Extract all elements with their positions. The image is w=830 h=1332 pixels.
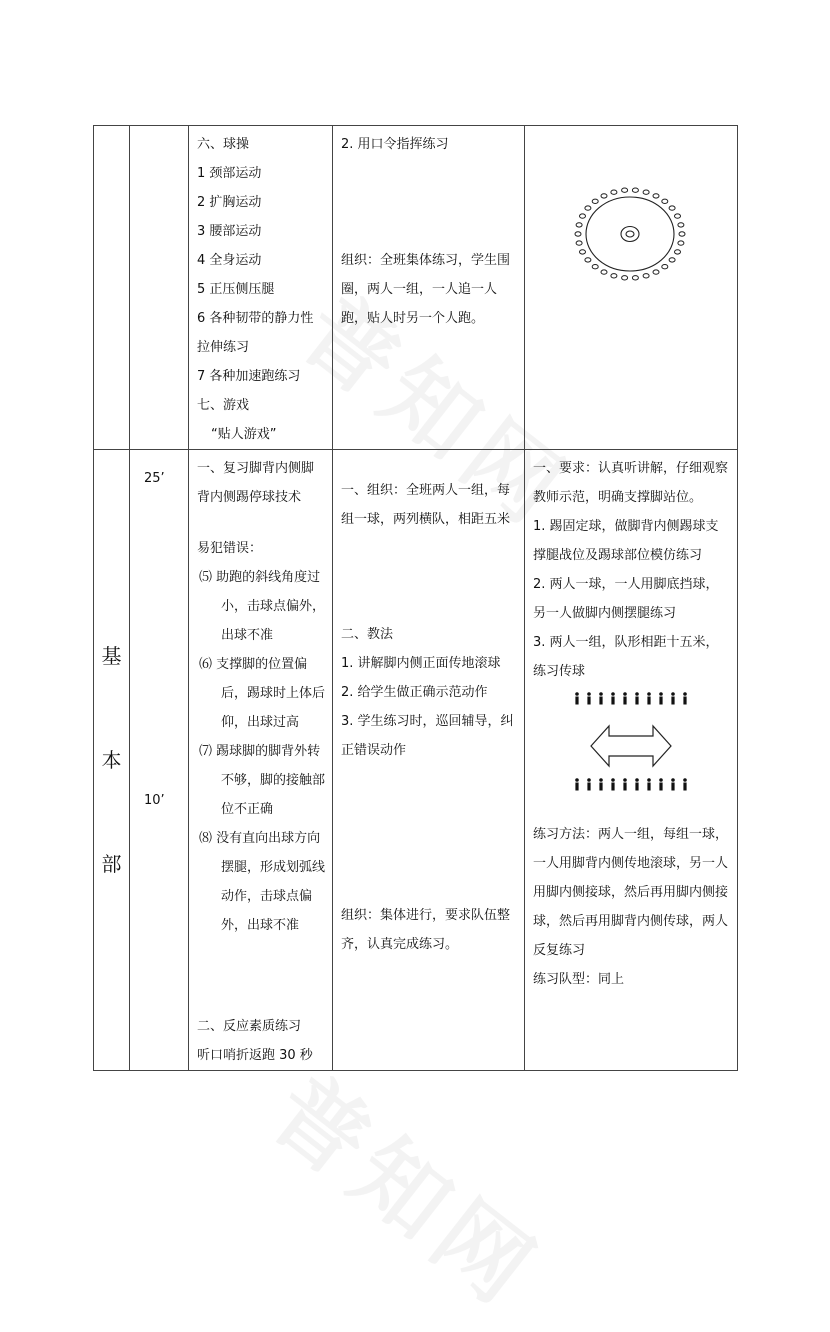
student-marker (575, 232, 581, 236)
student-figure-icon (587, 778, 591, 790)
student-figure-icon (671, 778, 675, 790)
student-marker (632, 276, 638, 280)
student-figure-icon (635, 778, 639, 790)
section-cell (94, 450, 130, 1071)
student-marker (622, 276, 628, 280)
watermark (249, 1040, 571, 1332)
student-marker (678, 223, 684, 227)
method-line: 2. 用口令指挥练习 (341, 137, 449, 152)
requirement-item: 2. 两人一球，一人用脚底挡球，另一人做脚内侧摆腿练习 (533, 577, 719, 621)
requirement-item: 1. 踢固定球，做脚背内侧踢球支撑腿战位及踢球部位模仿练习 (533, 519, 719, 563)
center-ring-outer (621, 227, 639, 242)
error-item: ⑻ 没有直向出球方向摆腿，形成划弧线动作，击球点偏外，出球不准 (199, 831, 326, 933)
error-item: ⑸ 助跑的斜线角度过小，击球点偏外，出球不准 (199, 570, 326, 643)
table-row (94, 126, 738, 450)
content-line: 听口哨折返跑 30 秒 (197, 1048, 313, 1063)
student-marker (611, 190, 617, 194)
teach-item: 1. 讲解脚内侧正面传地滚球 (341, 656, 501, 671)
section-label-char: 基 (101, 644, 122, 668)
time-value: 25’ (144, 471, 165, 486)
method-cell (333, 126, 525, 450)
student-marker (585, 206, 591, 210)
student-marker (662, 199, 668, 203)
student-figure-icon (647, 692, 651, 704)
student-marker (576, 223, 582, 227)
student-figure-icon (623, 692, 627, 704)
content-line: 5 正压侧压腿 (197, 282, 275, 297)
student-marker (669, 206, 675, 210)
method-cell (333, 450, 525, 1071)
student-figure-icon (623, 778, 627, 790)
student-row-bottom (575, 778, 687, 790)
content-line: 7 各种加速跑练习 (197, 369, 301, 384)
lesson-plan-table (93, 125, 738, 1071)
content-cell (189, 126, 333, 450)
content-line: 六、球操 (197, 137, 250, 152)
student-marker (611, 274, 617, 278)
requirement-item: 3. 两人一组，队形相距十五米，练习传球 (533, 635, 719, 679)
student-figure-icon (599, 692, 603, 704)
teach-item: 3. 学生练习时，巡回辅导，纠正错误动作 (341, 714, 514, 758)
content-line: 2 扩胸运动 (197, 195, 262, 210)
section-cell (94, 126, 130, 450)
content-line: “贴人游戏” (211, 427, 277, 442)
content-line: 6 各种韧带的静力性 (197, 311, 314, 326)
student-marker (576, 241, 582, 245)
organization-text: 一、组织：全班两人一组，每组一球，两列横队，相距五米 (341, 483, 511, 527)
student-marker (592, 265, 598, 269)
student-ring-outer (575, 188, 685, 280)
student-marker (580, 214, 586, 218)
student-marker (585, 258, 591, 262)
circle-formation-diagram (525, 126, 737, 326)
pair-formation-diagram (533, 688, 729, 800)
content-line: 七、游戏 (197, 398, 250, 413)
student-figure-icon (611, 778, 615, 790)
section-label-char: 部 (101, 852, 122, 876)
student-marker (679, 232, 685, 236)
content-line: 4 全身运动 (197, 253, 262, 268)
error-item: ⑺ 踢球脚的脚背外转不够，脚的接触部位不正确 (199, 744, 326, 817)
organization-text: 组织：全班集体练习，学生围圈，两人一组，一人追一人跑，贴人时另一个人跑。 (341, 253, 511, 326)
center-ring-inner (626, 231, 634, 237)
student-marker (622, 188, 628, 192)
time-value: 10’ (144, 793, 165, 808)
practice-method: 练习方法：两人一组，每组一球，一人用脚背内侧传地滚球，另一人用脚内侧接球，然后再用脚内侧接球，然后再用脚背内侧传球，两人反复练习 (533, 827, 729, 958)
student-figure-icon (575, 692, 579, 704)
student-marker (669, 258, 675, 262)
student-figure-icon (599, 778, 603, 790)
student-figure-icon (587, 692, 591, 704)
student-marker (653, 194, 659, 198)
student-marker (601, 270, 607, 274)
student-figure-icon (635, 692, 639, 704)
content-cell (189, 450, 333, 1071)
time-cell (130, 450, 189, 1071)
student-marker (675, 214, 681, 218)
student-figure-icon (659, 692, 663, 704)
student-marker (662, 265, 668, 269)
teach-item: 2. 给学生做正确示范动作 (341, 685, 488, 700)
student-marker (632, 188, 638, 192)
circle-boundary (586, 197, 674, 271)
student-figure-icon (647, 778, 651, 790)
student-marker (643, 274, 649, 278)
content-line: 1 颈部运动 (197, 166, 262, 181)
student-figure-icon (575, 778, 579, 790)
diagram-cell (525, 126, 738, 450)
student-figure-icon (683, 778, 687, 790)
student-figure-icon (683, 692, 687, 704)
student-figure-icon (611, 692, 615, 704)
content-line: 3 腰部运动 (197, 224, 262, 239)
double-arrow-icon (591, 726, 671, 766)
student-marker (675, 250, 681, 254)
requirements-cell (525, 450, 738, 1071)
student-marker (601, 194, 607, 198)
requirements-intro: 一、要求：认真听讲解，仔细观察教师示范，明确支撑脚站位。 (533, 461, 729, 505)
student-marker (580, 250, 586, 254)
table-row (94, 450, 738, 1071)
practice-formation: 练习队型：同上 (533, 972, 625, 987)
student-figure-icon (659, 778, 663, 790)
section-label-char: 本 (101, 748, 122, 772)
student-row-top (575, 692, 687, 704)
time-cell (130, 126, 189, 450)
content-title: 一、复习脚背内侧脚背内侧踢停球技术 (197, 461, 315, 505)
student-marker (678, 241, 684, 245)
student-marker (592, 199, 598, 203)
errors-title: 易犯错误： (197, 541, 263, 556)
organization-text: 组织：集体进行，要求队伍整齐，认真完成练习。 (341, 908, 511, 952)
error-item: ⑹ 支撑脚的位置偏后，踢球时上体后仰，出球过高 (199, 657, 326, 730)
student-marker (643, 190, 649, 194)
content-subtitle: 二、反应素质练习 (197, 1019, 302, 1034)
student-figure-icon (671, 692, 675, 704)
teach-title: 二、教法 (341, 627, 394, 642)
student-marker (653, 270, 659, 274)
content-line: 拉伸练习 (197, 340, 250, 355)
